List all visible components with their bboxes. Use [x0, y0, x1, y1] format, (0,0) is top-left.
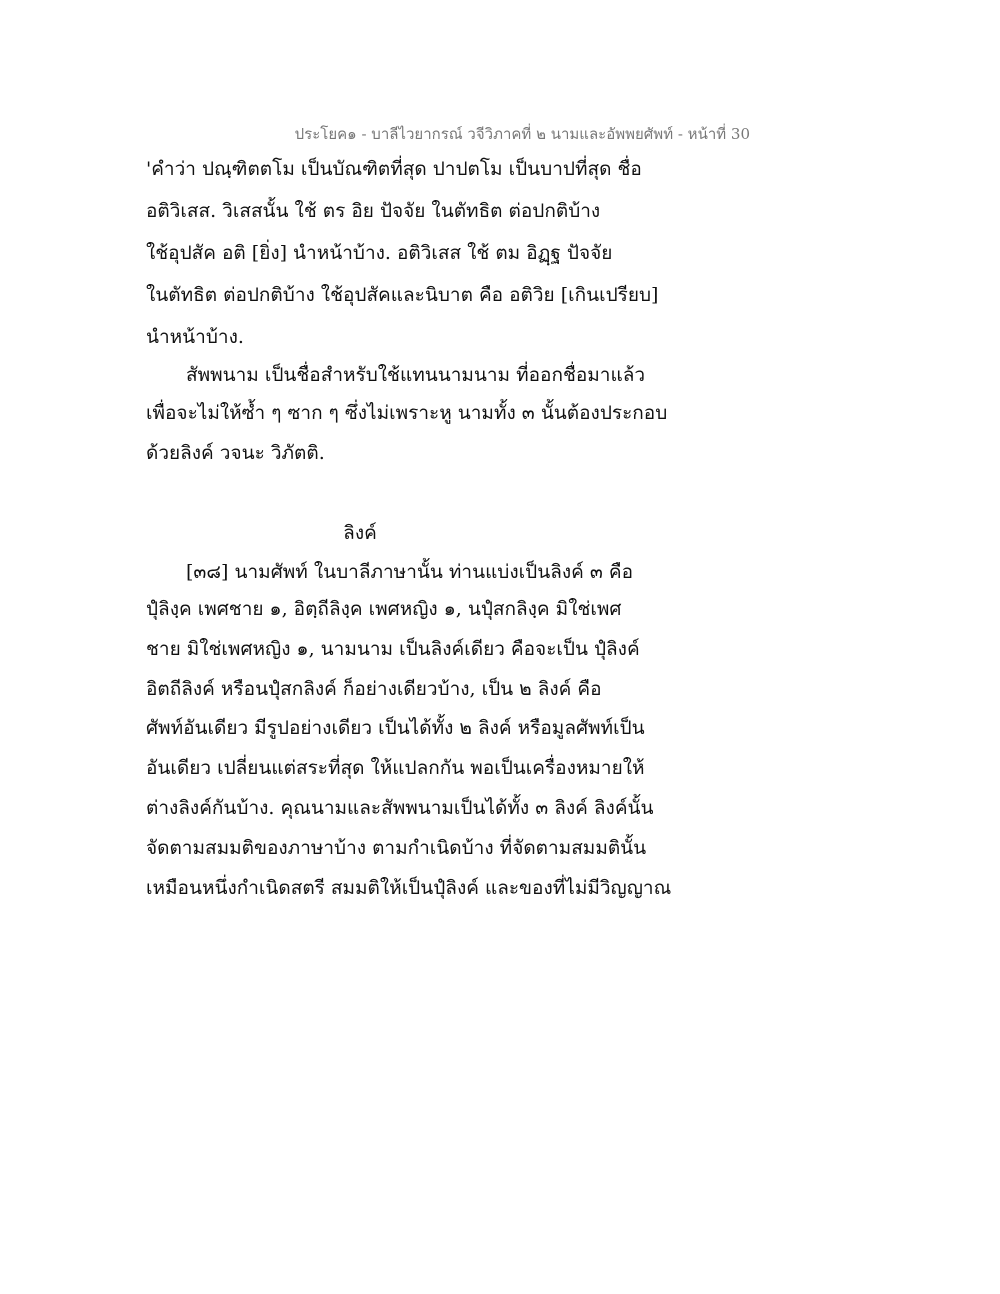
paragraph-3-line-5: ศัพท์อันเดียว มีรูปอย่างเดียว เป็นได้ทั้ง ๒ ลิงค์ หรือมูลศัพท์เป็น — [146, 717, 645, 739]
paragraph-1-line-5: นำหน้าบ้าง. — [146, 326, 244, 348]
paragraph-3-line-7: ต่างลิงค์กันบ้าง. คุณนามและสัพพนามเป็นได้ทั้ง ๓ ลิงค์ ลิงค์นั้น — [146, 797, 654, 819]
paragraph-1-line-1: 'คำว่า ปณฺฑิตตโม เป็นบัณฑิตที่สุด ปาปตโม เป็นบาปที่สุด ชื่อ — [146, 158, 642, 180]
paragraph-2-line-1: สัพพนาม เป็นชื่อสำหรับใช้แทนนามนาม ที่ออกชื่อมาแล้ว — [186, 364, 646, 386]
paragraph-1-line-4: ในตัทธิต ต่อปกติบ้าง ใช้อุปสัคและนิบาต คือ อติวิย [เกินเปรียบ] — [146, 284, 659, 306]
paragraph-3-line-1: [๓๘] นามศัพท์ ในบาลีภาษานั้น ท่านแบ่งเป็นลิงค์ ๓ คือ — [186, 561, 634, 583]
paragraph-1-line-2: อติวิเสส. วิเสสนั้น ใช้ ตร อิย ปัจจัย ในตัทธิต ต่อปกติบ้าง — [146, 200, 601, 222]
paragraph-2-line-3: ด้วยลิงค์ วจนะ วิภัตติ. — [146, 442, 325, 464]
paragraph-3-line-2: ปุํลิงฺค เพศชาย ๑, อิตฺถีลิงฺค เพศหญิง ๑, นปุํสกลิงฺค มิใช่เพศ — [146, 598, 622, 620]
section-heading: ลิงค์ — [343, 522, 377, 544]
paragraph-2-line-2: เพื่อจะไม่ให้ซ้ำ ๆ ซาก ๆ ซึ่งไม่เพราะหู นามทั้ง ๓ นั้นต้องประกอบ — [146, 402, 668, 424]
paragraph-3-line-3: ชาย มิใช่เพศหญิง ๑, นามนาม เป็นลิงค์เดียว คือจะเป็น ปุํลิงค์ — [146, 638, 640, 660]
paragraph-3-line-9: เหมือนหนึ่งกำเนิดสตรี สมมติให้เป็นปุํลิงค์ และของที่ไม่มีวิญญาณ — [146, 877, 672, 899]
paragraph-1-line-3: ใช้อุปสัค อติ [ยิ่ง] นำหน้าบ้าง. อติวิเสส ใช้ ตม อิฏฺฐ ปัจจัย — [146, 242, 613, 264]
paragraph-3-line-8: จัดตามสมมติของภาษาบ้าง ตามกำเนิดบ้าง ที่จัดตามสมมตินั้น — [146, 837, 647, 859]
page-header: ประโยค๑ - บาลีไวยากรณ์ วจีวิภาคที่ ๒ นามและอัพพยศัพท์ - หน้าที่ 30 — [294, 125, 750, 143]
paragraph-3-line-6: อันเดียว เปลี่ยนแต่สระที่สุด ให้แปลกกัน พอเป็นเครื่องหมายให้ — [146, 757, 645, 779]
paragraph-3-line-4: อิตถีลิงค์ หรือนปุํสกลิงค์ ก็อย่างเดียวบ้าง, เป็น ๒ ลิงค์ คือ — [146, 678, 602, 700]
